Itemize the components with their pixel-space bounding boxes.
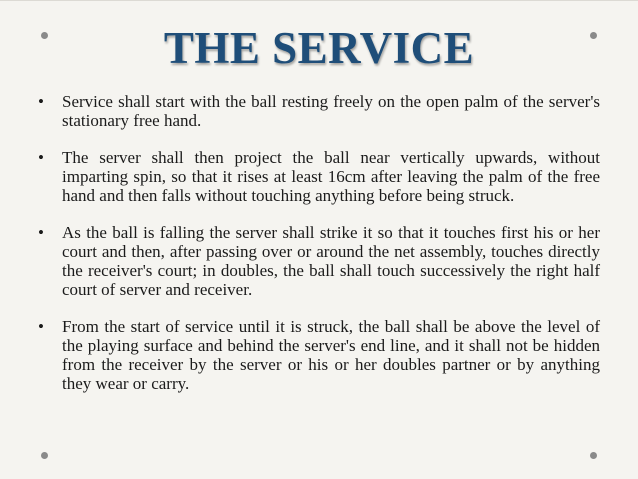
corner-dot-icon — [41, 452, 48, 459]
corner-dot-icon — [590, 452, 597, 459]
bullet-item — [38, 92, 600, 130]
bullet-text: The server shall then project the ball near vertically upwards, without imparting spin, so that it rises at least 16cm after leaving the palm of the free hand and then falls without touching anything before being struck. — [62, 148, 600, 205]
bullet-text: Service shall start with the ball resting freely on the open palm of the server's stationary free hand. — [62, 92, 600, 130]
bullet-item — [38, 148, 600, 205]
slide-title: THE SERVICE — [163, 23, 475, 73]
bullet-icon: • — [38, 92, 44, 111]
bullet-icon: • — [38, 317, 44, 336]
bullet-item — [38, 223, 600, 299]
slide-top-edge — [0, 0, 638, 1]
bullet-item — [38, 317, 600, 393]
bullet-text: From the start of service until it is struck, the ball shall be above the level of the playing surface and behind the server's end line, and it shall not be hidden from the receiver by the server or his or her doubles partner or by anything they wear or carry. — [62, 317, 600, 393]
bullet-list — [38, 92, 600, 411]
bullet-icon: • — [38, 223, 44, 242]
bullet-text: As the ball is falling the server shall strike it so that it touches first his or her court and then, after passing over or around the net assembly, touches directly the receiver's court; in doubles, the ball shall touch successively the right half court of server and receiver. — [62, 223, 600, 299]
bullet-icon: • — [38, 148, 44, 167]
